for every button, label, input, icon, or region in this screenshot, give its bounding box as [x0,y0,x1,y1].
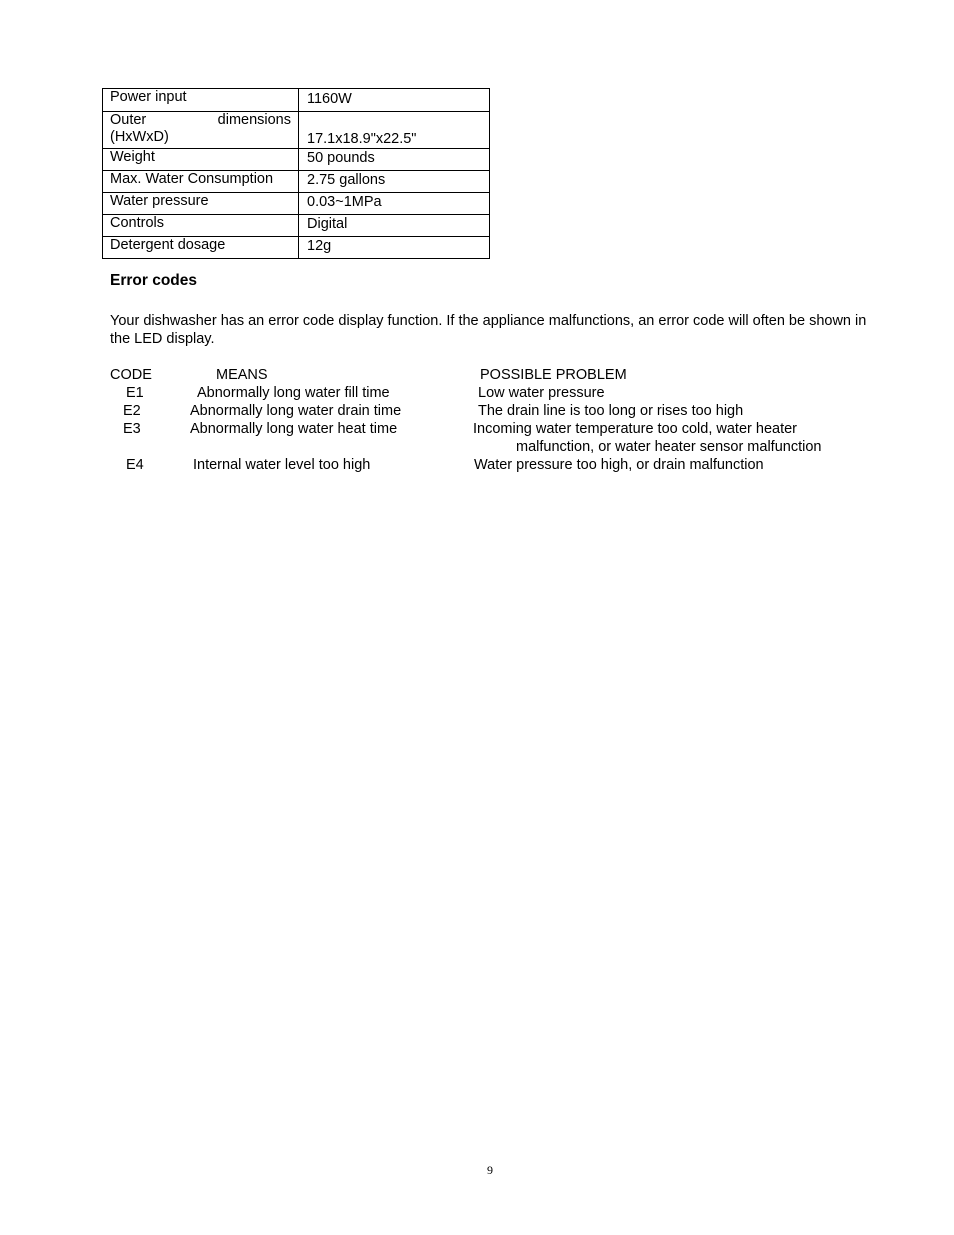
spec-value: Digital [299,215,490,237]
error-code-row [0,456,954,474]
error-code-row-continuation [0,438,954,456]
error-problem: Incoming water temperature too cold, water heater [473,421,797,437]
spec-row-controls [103,215,490,237]
spec-label-part: Outer [110,112,147,128]
error-problem: Low water pressure [478,385,605,401]
error-meaning: Abnormally long water heat time [190,421,398,437]
error-codes-list [0,366,954,474]
page-number: 9 [487,1163,493,1177]
column-header-problem: POSSIBLE PROBLEM [480,367,627,383]
column-header-means: MEANS [216,367,268,383]
spec-label: Water pressure [103,193,299,215]
error-problem: The drain line is too long or rises too high [478,403,744,419]
spec-value: 2.75 gallons [299,171,490,193]
error-problem: Water pressure too high, or drain malfunction [474,457,764,473]
spec-row-outer-dimensions [103,112,490,149]
spec-label: Controls [103,215,299,237]
spec-label-part: (HxWxD) [110,129,169,145]
error-codes-intro: Your dishwasher has an error code display function. If the appliance malfunctions, an error code will often be shown in the LED display. [110,313,867,347]
error-code: E4 [126,457,144,473]
spec-label [103,112,299,149]
spec-row-max-water-consumption [103,171,490,193]
error-code: E1 [126,385,144,401]
spec-label: Max. Water Consumption [103,171,299,193]
spec-label-part: dimensions [217,112,291,128]
spec-value: 0.03~1MPa [299,193,490,215]
spec-row-power-input [103,89,490,112]
spec-label: Power input [103,89,299,112]
error-code-row [0,420,954,438]
error-code: E2 [123,403,141,419]
spec-value: 17.1x18.9"x22.5" [299,112,490,149]
error-code-row [0,402,954,420]
error-meaning: Abnormally long water drain time [190,403,402,419]
spec-value: 50 pounds [299,149,490,171]
spec-label: Weight [103,149,299,171]
error-meaning: Abnormally long water fill time [197,385,390,401]
error-codes-header-row [0,366,954,384]
spec-row-weight [103,149,490,171]
spec-value: 1160W [299,89,490,112]
error-codes-heading: Error codes [110,272,198,289]
spec-value: 12g [299,237,490,259]
spec-row-detergent-dosage [103,237,490,259]
spec-label: Detergent dosage [103,237,299,259]
error-code-row [0,384,954,402]
spec-row-water-pressure [103,193,490,215]
column-header-code: CODE [110,367,152,383]
error-code: E3 [123,421,141,437]
specifications-table [102,88,490,259]
error-meaning: Internal water level too high [193,457,371,473]
error-problem-continuation: malfunction, or water heater sensor malfunction [516,439,822,455]
